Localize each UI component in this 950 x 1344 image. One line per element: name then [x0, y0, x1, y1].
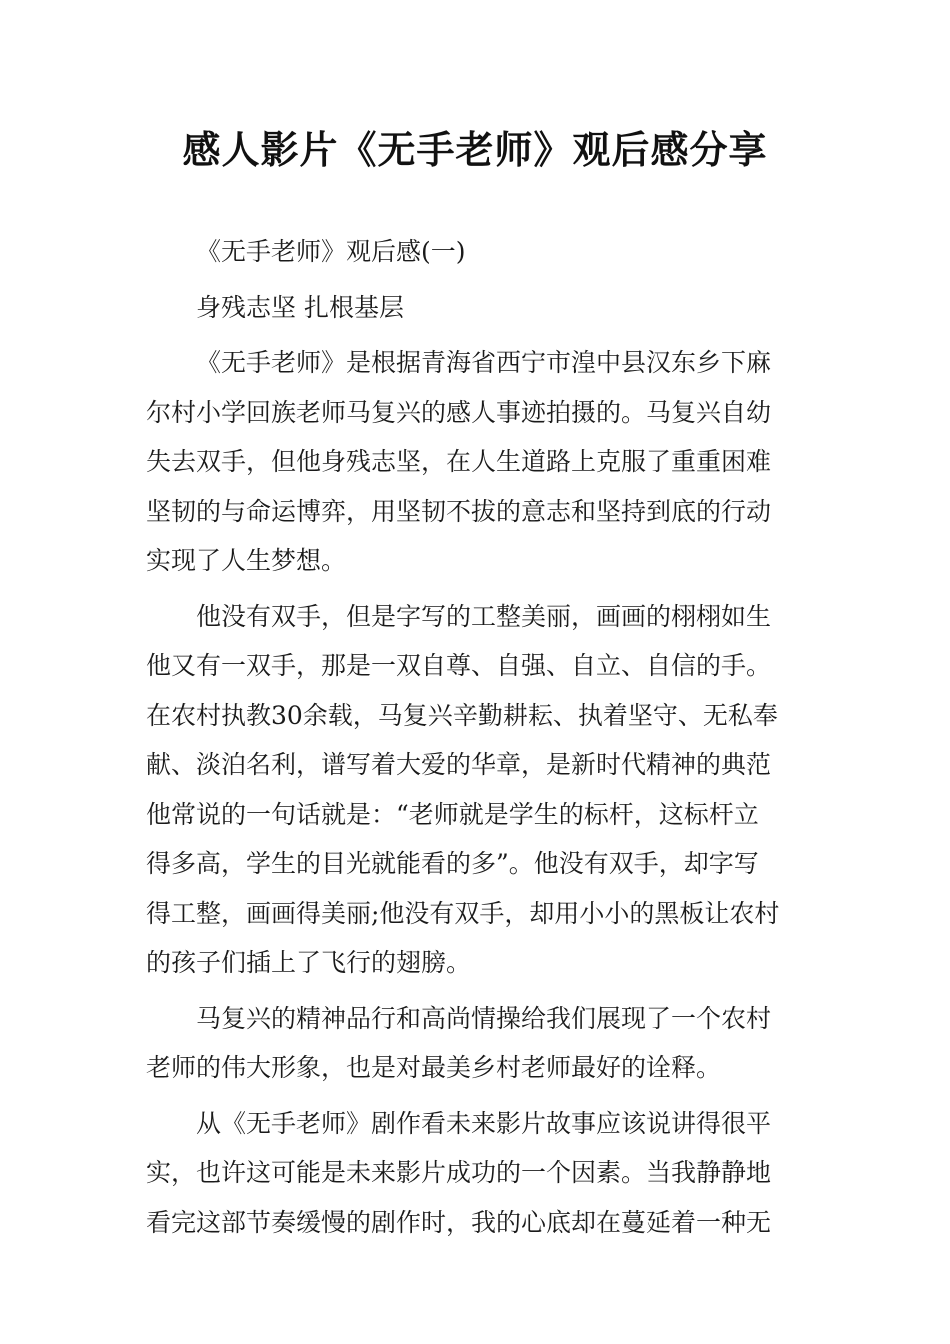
- paragraph-line: 从《无手老师》剧作看未来影片故事应该说讲得很平: [196, 1108, 772, 1138]
- paragraph-line: 的孩子们插上了飞行的翅膀。: [146, 948, 472, 977]
- paragraph-line: 得多高，学生的目光就能看的多”。他没有双手，却字写: [146, 849, 759, 878]
- paragraph-line: 看完这部节奏缓慢的剧作时，我的心底却在蔓延着一种无: [146, 1207, 772, 1237]
- paragraph: [146, 994, 808, 1093]
- paragraph-line: 他没有双手，但是字写的工整美丽，画画的栩栩如生: [196, 601, 772, 631]
- paragraph-line: 得工整，画画得美丽;他没有双手，却用小小的黑板让农村: [146, 898, 780, 928]
- paragraph-line: 尔村小学回族老师马复兴的感人事迹拍摄的。马复兴自幼: [146, 397, 772, 427]
- paragraph-line: 《无手老师》是根据青海省西宁市湟中县汉东乡下麻: [196, 348, 772, 377]
- paragraph: [146, 338, 808, 586]
- paragraph-line: 坚韧的与命运博弈，用坚韧不拔的意志和坚持到底的行动: [146, 496, 772, 526]
- paragraph-line: 老师的伟大形象，也是对最美乡村老师最好的诠释。: [146, 1053, 722, 1082]
- section-heading: 《无手老师》观后感(一): [196, 237, 466, 266]
- document-title: 感人影片《无手老师》观后感分享: [182, 128, 768, 172]
- subheading: 身残志坚 扎根基层: [196, 292, 404, 322]
- paragraph: [146, 592, 808, 988]
- paragraph-line: 失去双手，但他身残志坚，在人生道路上克服了重重困难: [146, 447, 772, 476]
- paragraph-line: 他常说的一句话就是：“老师就是学生的标杆，这标杆立: [146, 799, 759, 829]
- document-body: [146, 227, 808, 1247]
- paragraph-line: 他又有一双手，那是一双自尊、自强、自立、自信的手。: [146, 651, 772, 680]
- paragraph-line: 实现了人生梦想。: [146, 546, 347, 575]
- paragraph: [146, 1099, 808, 1248]
- paragraph-line: 实，也许这可能是未来影片成功的一个因素。当我静静地: [146, 1158, 772, 1187]
- paragraph-line: 在农村执教30余载，马复兴辛勤耕耘、执着坚守、无私奉: [146, 700, 778, 730]
- paragraph-line: 献、淡泊名利，谱写着大爱的华章，是新时代精神的典范: [146, 750, 772, 779]
- paragraph-line: 马复兴的精神品行和高尚情操给我们展现了一个农村: [196, 1003, 772, 1033]
